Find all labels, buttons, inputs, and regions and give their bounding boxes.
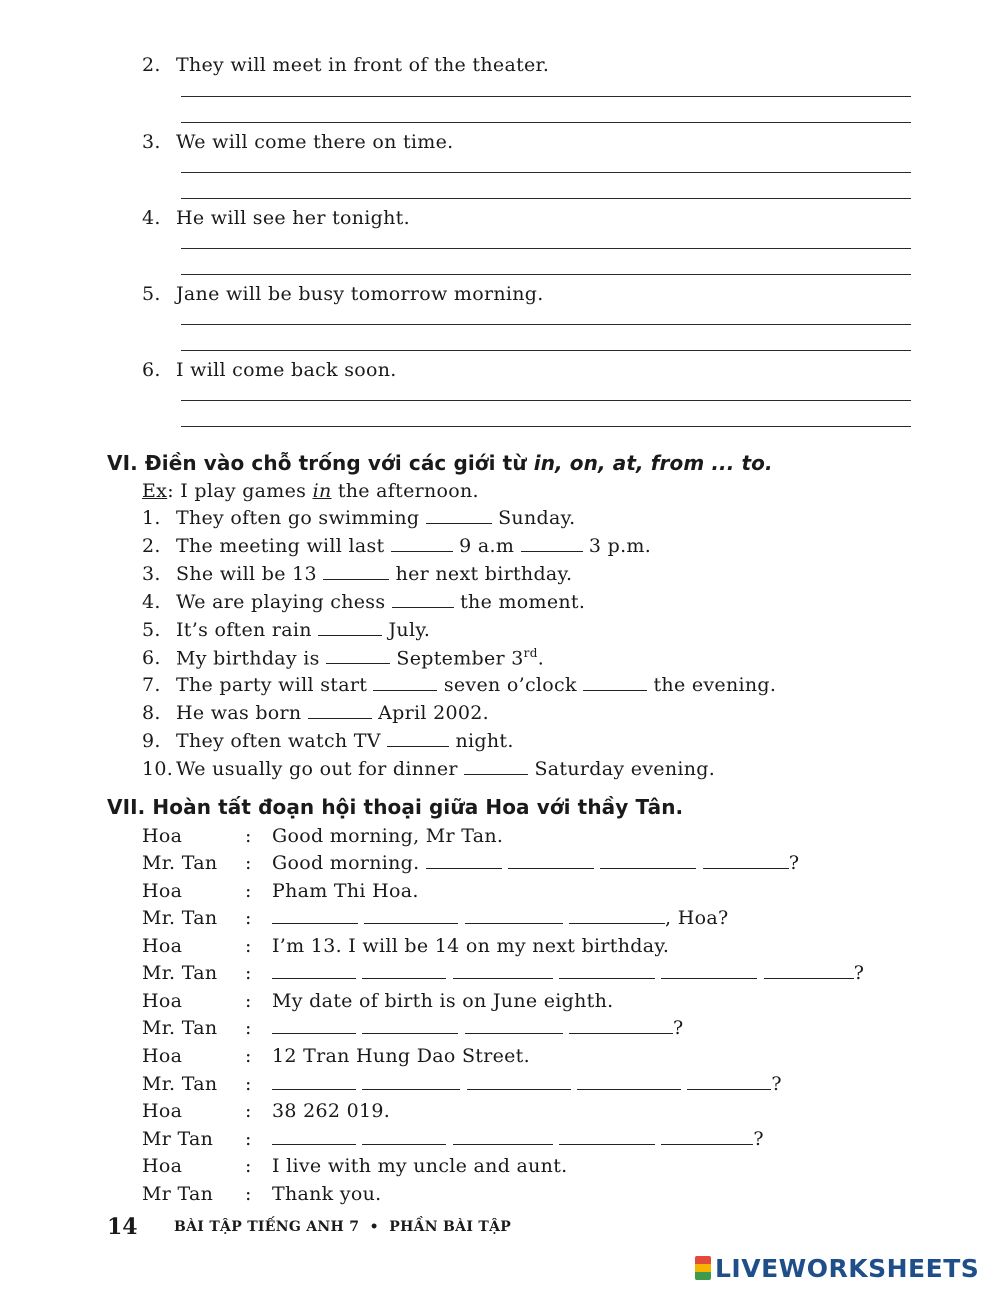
answer-line[interactable] <box>181 400 911 401</box>
fill-item: 10. We usually go out for dinner Saturday evening. <box>142 758 716 780</box>
speaker: Mr. Tan <box>142 962 218 984</box>
fill-item: 6. My birthday is September 3rd. <box>142 646 545 670</box>
answer-blank[interactable] <box>661 964 757 979</box>
answer-blank[interactable] <box>453 964 553 979</box>
answer-blank[interactable] <box>577 1075 681 1090</box>
answer-blank[interactable] <box>467 1075 571 1090</box>
dialogue-text: 12 Tran Hung Dao Street. <box>272 1045 530 1067</box>
fill-blank[interactable] <box>323 565 389 580</box>
answer-line[interactable] <box>181 172 911 173</box>
colon: : <box>245 852 252 874</box>
answer-blank[interactable] <box>559 1130 655 1145</box>
fill-item: 7. The party will start seven o’clock the evening. <box>142 674 777 696</box>
dialogue-text: ? <box>272 1128 764 1150</box>
fill-blank[interactable] <box>583 676 647 691</box>
colon: : <box>245 1100 252 1122</box>
book-title: BÀI TẬP TIẾNG ANH 7 • PHẦN BÀI TẬP <box>174 1219 512 1235</box>
rewrite-item: 3. We will come there on time. <box>142 131 454 153</box>
fill-blank[interactable] <box>373 676 437 691</box>
answer-blank[interactable] <box>364 909 458 924</box>
answer-blank[interactable] <box>272 964 356 979</box>
answer-line[interactable] <box>181 198 911 199</box>
fill-item: 8. He was born April 2002. <box>142 702 490 724</box>
answer-line[interactable] <box>181 324 911 325</box>
dialogue-text: ? <box>272 1017 684 1039</box>
fill-blank[interactable] <box>521 537 583 552</box>
colon: : <box>245 1183 252 1205</box>
fill-blank[interactable] <box>308 704 372 719</box>
speaker: Mr. Tan <box>142 1073 218 1095</box>
speaker: Hoa <box>142 935 183 957</box>
rewrite-item: 6. I will come back soon. <box>142 359 397 381</box>
fill-blank[interactable] <box>464 760 528 775</box>
colon: : <box>245 880 252 902</box>
answer-blank[interactable] <box>362 964 446 979</box>
answer-blank[interactable] <box>569 1019 673 1034</box>
answer-blank[interactable] <box>559 964 655 979</box>
speaker: Hoa <box>142 990 183 1012</box>
answer-blank[interactable] <box>764 964 854 979</box>
dialogue-text: Good morning, Mr Tan. <box>272 825 504 847</box>
answer-blank[interactable] <box>508 854 594 869</box>
speaker: Mr Tan <box>142 1128 214 1150</box>
answer-blank[interactable] <box>600 854 696 869</box>
dialogue-text: Pham Thi Hoa. <box>272 880 419 902</box>
dialogue-text: 38 262 019. <box>272 1100 391 1122</box>
colon: : <box>245 1045 252 1067</box>
colon: : <box>245 1128 252 1150</box>
dialogue-text: I live with my uncle and aunt. <box>272 1155 568 1177</box>
answer-blank[interactable] <box>661 1130 753 1145</box>
colon: : <box>245 935 252 957</box>
answer-blank[interactable] <box>272 1019 356 1034</box>
fill-blank[interactable] <box>318 621 382 636</box>
fill-blank[interactable] <box>387 732 449 747</box>
section-6-title: VI. Điền vào chỗ trống với các giới từ in, on, at, from ... to. <box>107 451 773 475</box>
liveworksheets-logo: LIVEWORKSHEETS <box>695 1254 979 1284</box>
answer-blank[interactable] <box>362 1019 458 1034</box>
fill-blank[interactable] <box>326 649 390 664</box>
speaker: Mr Tan <box>142 1183 214 1205</box>
colon: : <box>245 1017 252 1039</box>
answer-line[interactable] <box>181 274 911 275</box>
answer-blank[interactable] <box>703 854 789 869</box>
speaker: Hoa <box>142 825 183 847</box>
dialogue-text: My date of birth is on June eighth. <box>272 990 614 1012</box>
fill-item: 5. It’s often rain July. <box>142 619 431 641</box>
dialogue-text: ? <box>272 962 864 984</box>
rewrite-item: 5. Jane will be busy tomorrow morning. <box>142 283 544 305</box>
page-number: 14 <box>107 1214 138 1240</box>
colon: : <box>245 990 252 1012</box>
colon: : <box>245 1155 252 1177</box>
answer-line[interactable] <box>181 350 911 351</box>
fill-item: 3. She will be 13 her next birthday. <box>142 563 573 585</box>
colon: : <box>245 907 252 929</box>
answer-line[interactable] <box>181 248 911 249</box>
speaker: Hoa <box>142 1155 183 1177</box>
answer-blank[interactable] <box>465 1019 563 1034</box>
fill-item: 4. We are playing chess the moment. <box>142 591 586 613</box>
colon: : <box>245 825 252 847</box>
rewrite-item: 2. They will meet in front of the theater. <box>142 54 550 76</box>
answer-blank[interactable] <box>362 1075 460 1090</box>
speaker: Hoa <box>142 1100 183 1122</box>
answer-blank[interactable] <box>465 909 563 924</box>
example-line: Ex: I play games in the afternoon. <box>142 480 479 502</box>
speaker: Mr. Tan <box>142 852 218 874</box>
dialogue-text: Good morning. ? <box>272 852 800 874</box>
answer-blank[interactable] <box>569 909 665 924</box>
rewrite-item: 4. He will see her tonight. <box>142 207 410 229</box>
speaker: Hoa <box>142 880 183 902</box>
fill-item: 1. They often go swimming Sunday. <box>142 507 576 529</box>
answer-blank[interactable] <box>453 1130 553 1145</box>
speaker: Mr. Tan <box>142 907 218 929</box>
answer-blank[interactable] <box>362 1130 446 1145</box>
colon: : <box>245 962 252 984</box>
answer-blank[interactable] <box>272 1075 356 1090</box>
fill-blank[interactable] <box>426 509 492 524</box>
section-7-title: VII. Hoàn tất đoạn hội thoại giữa Hoa với thầy Tân. <box>107 795 684 819</box>
answer-line[interactable] <box>181 96 911 97</box>
dialogue-text: , Hoa? <box>272 907 728 929</box>
answer-line[interactable] <box>181 122 911 123</box>
answer-blank[interactable] <box>687 1075 771 1090</box>
answer-blank[interactable] <box>272 1130 356 1145</box>
dialogue-text: ? <box>272 1073 782 1095</box>
answer-blank[interactable] <box>426 854 502 869</box>
fill-blank[interactable] <box>392 593 454 608</box>
fill-item: 9. They often watch TV night. <box>142 730 514 752</box>
colon: : <box>245 1073 252 1095</box>
dialogue-text: I’m 13. I will be 14 on my next birthday. <box>272 935 670 957</box>
answer-blank[interactable] <box>272 909 358 924</box>
speaker: Mr. Tan <box>142 1017 218 1039</box>
speaker: Hoa <box>142 1045 183 1067</box>
logo-icon <box>695 1256 711 1280</box>
answer-line[interactable] <box>181 426 911 427</box>
fill-blank[interactable] <box>391 537 453 552</box>
dialogue-text: Thank you. <box>272 1183 382 1205</box>
fill-item: 2. The meeting will last 9 a.m 3 p.m. <box>142 535 652 557</box>
